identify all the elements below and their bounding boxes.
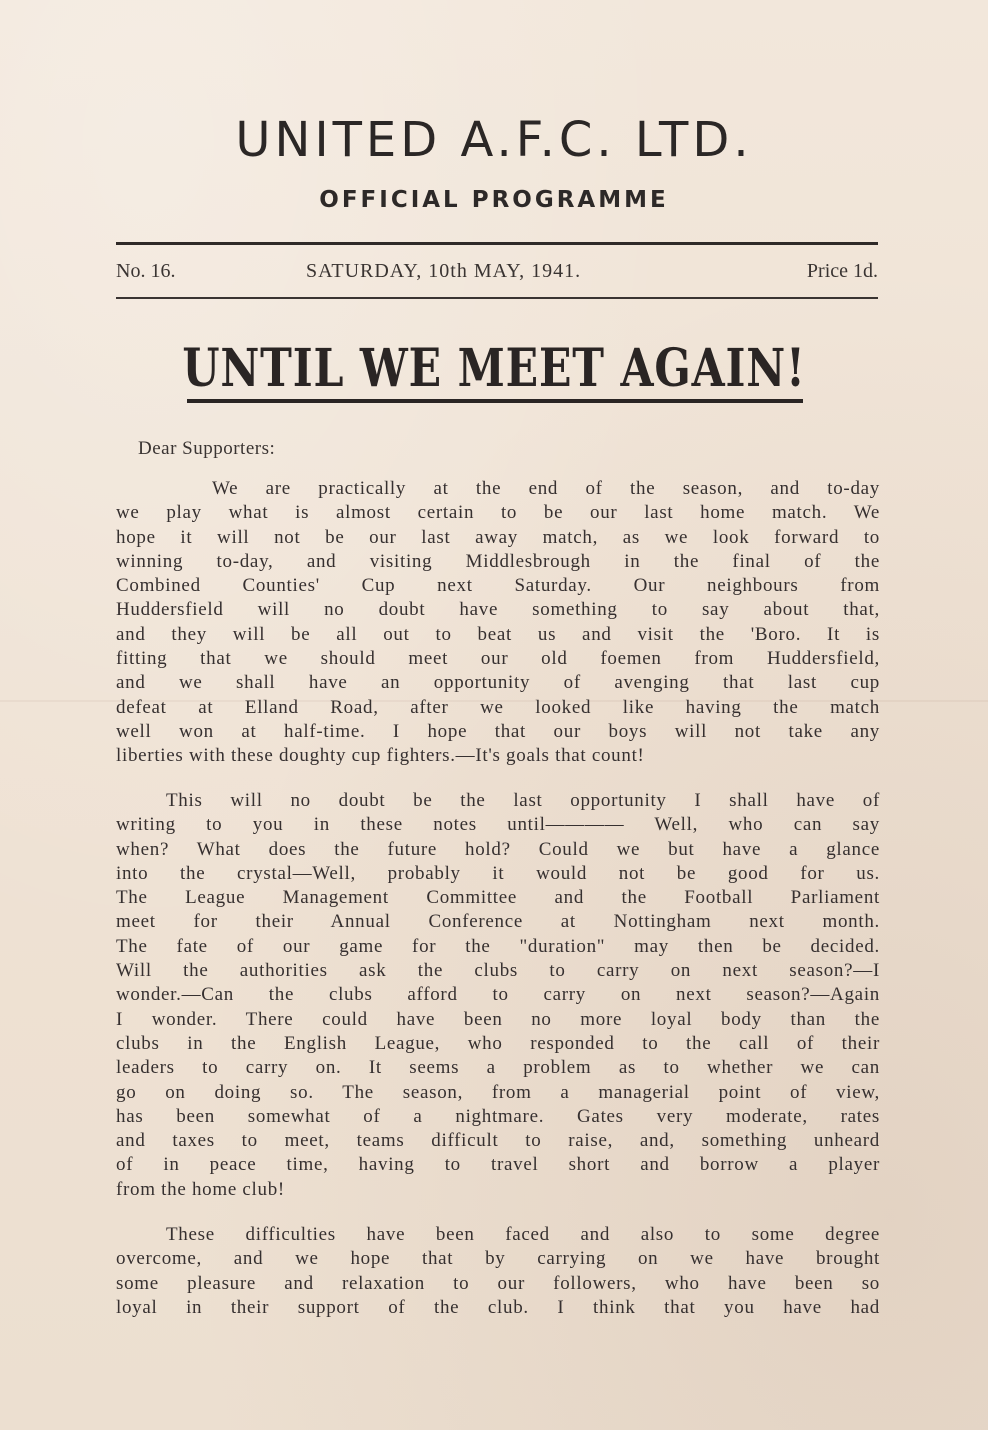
top-rule	[116, 242, 878, 245]
text-line: liberties with these doughty cup fighters.—It's goals that count!	[116, 745, 645, 767]
text-line: has been somewhat of a nightmare. Gates very moderate, rates	[116, 1105, 880, 1127]
issue-price: Price 1d.	[806, 260, 878, 282]
text-line: fitting that we should meet our old foemen from Huddersfield,	[116, 648, 880, 670]
paragraph-1	[116, 477, 880, 769]
issue-info-row	[116, 260, 878, 290]
issue-date: SATURDAY, 10th MAY, 1941.	[306, 260, 582, 282]
headline-underline	[187, 399, 803, 403]
text-line: some pleasure and relaxation to our followers, who have been so	[116, 1272, 880, 1294]
text-line: Combined Counties' Cup next Saturday. Our neighbours from	[116, 575, 880, 597]
text-line: This will no doubt be the last opportunity I shall have of	[166, 790, 880, 811]
text-line: and taxes to meet, teams difficult to raise, and, something unheard	[116, 1130, 880, 1152]
text-line: defeat at Elland Road, after we looked like having the match	[116, 696, 880, 718]
text-line: The fate of our game for the "duration" may then be decided.	[116, 935, 880, 957]
text-line: when? What does the future hold? Could we but have a glance	[116, 838, 880, 860]
text-line: well won at half-time. I hope that our boys will not take any	[116, 720, 880, 742]
paragraph-2	[116, 789, 880, 1202]
text-line: writing to you in these notes until———— Well, who can say	[116, 814, 880, 836]
text-line: wonder.—Can the clubs afford to carry on next season?—Again	[116, 984, 880, 1006]
text-line: and we shall have an opportunity of avenging that last cup	[116, 672, 880, 694]
text-line: go on doing so. The season, from a managerial point of view,	[116, 1081, 880, 1103]
paragraph-3	[116, 1223, 880, 1320]
text-line: Will the authorities ask the clubs to carry on next season?—I	[116, 960, 880, 982]
text-line: Huddersfield will no doubt have something to say about that,	[116, 599, 880, 621]
masthead-title: UNITED A.F.C. LTD.	[235, 112, 753, 168]
salutation: Dear Supporters:	[138, 438, 276, 459]
text-line: from the home club!	[116, 1178, 285, 1200]
text-line: and they will be all out to beat us and visit the 'Boro. It is	[116, 623, 880, 645]
text-line: loyal in their support of the club. I think that you have had	[116, 1296, 880, 1318]
text-line: The League Management Committee and the Football Parliament	[116, 887, 880, 909]
text-line: I wonder. There could have been no more loyal body than the	[116, 1008, 880, 1030]
text-line: we play what is almost certain to be our last home match. We	[116, 502, 880, 524]
text-line: winning to-day, and visiting Middlesbrough in the final of the	[116, 550, 880, 572]
headline: UNTIL WE MEET AGAIN!	[182, 338, 806, 399]
bottom-rule	[116, 297, 878, 299]
text-line: We are practically at the end of the season, and to-day	[212, 478, 880, 499]
text-line: hope it will not be our last away match, as we look forward to	[116, 526, 880, 548]
text-line: leaders to carry on. It seems a problem as to whether we can	[116, 1057, 880, 1079]
text-line: overcome, and we hope that by carrying on we have brought	[116, 1248, 880, 1270]
text-line: These difficulties have been faced and also to some degree	[166, 1224, 880, 1245]
issue-number: No. 16.	[116, 260, 176, 282]
text-line: into the crystal—Well, probably it would not be good for us.	[116, 862, 880, 884]
text-line: clubs in the English League, who responded to the call of their	[116, 1032, 880, 1054]
text-line: of in peace time, having to travel short and borrow a player	[116, 1154, 880, 1176]
text-line: meet for their Annual Conference at Nottingham next month.	[116, 911, 880, 933]
masthead-subtitle: OFFICIAL PROGRAMME	[319, 187, 669, 213]
